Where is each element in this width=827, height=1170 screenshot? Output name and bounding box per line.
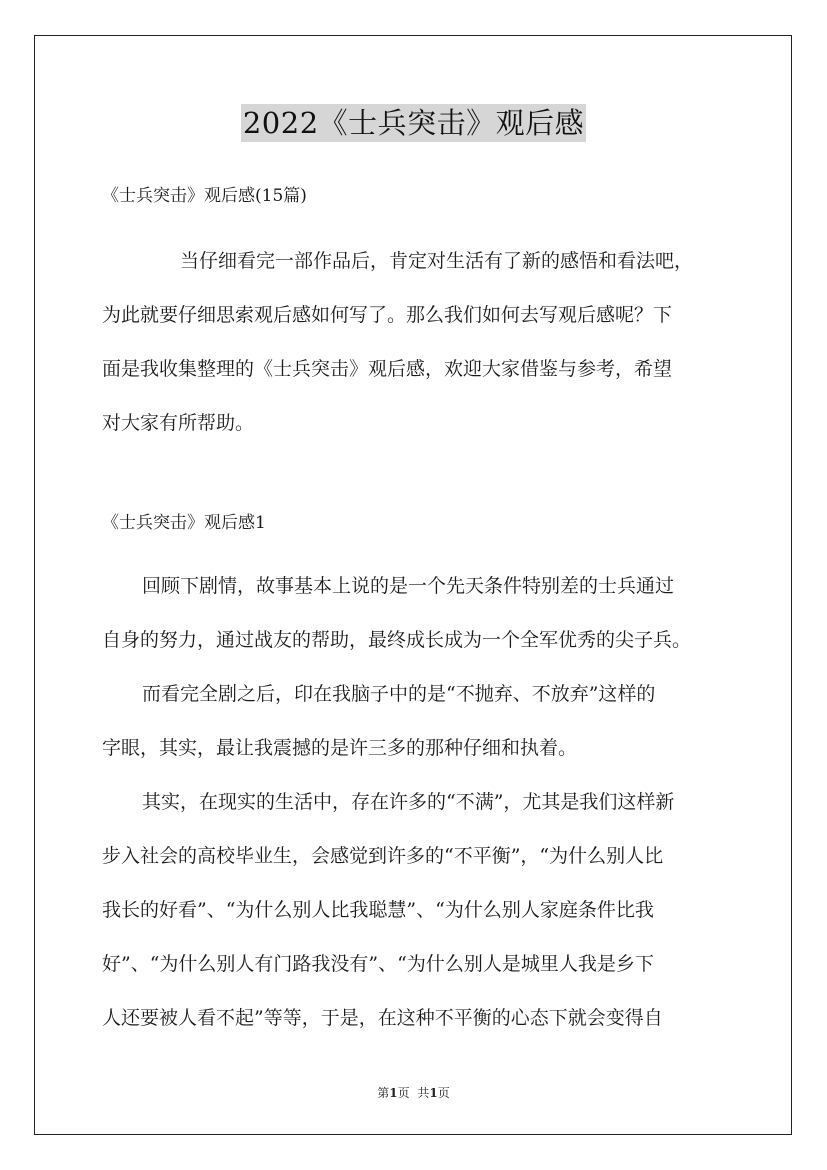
footer-total-pages: 1: [429, 1086, 438, 1100]
body-line: 而看完全剧之后，印在我脑子中的是“不抛弃、不放弃”这样的: [142, 683, 656, 705]
footer-total-prefix: 共: [417, 1086, 430, 1100]
document-title: 2022《士兵突击》观后感: [242, 106, 585, 140]
footer-page-prefix: 第: [377, 1086, 390, 1100]
footer-page-number: 1: [389, 1086, 398, 1100]
title-container: [0, 104, 827, 142]
intro-line: 为此就要仔细思索观后感如何写了。那么我们如何去写观后感呢？下: [102, 304, 673, 326]
body-line: 步入社会的高校毕业生，会感觉到许多的“不平衡”，“为什么别人比: [102, 845, 664, 867]
body-line: 自身的努力，通过战友的帮助，最终成长成为一个全军优秀的尖子兵。: [102, 629, 692, 651]
footer-page-suffix: 页: [397, 1086, 410, 1100]
intro-line: 当仔细看完一部作品后，肯定对生活有了新的感悟和看法吧，: [180, 250, 694, 272]
body-line: 好”、“为什么别人有门路我没有”、“为什么别人是城里人我是乡下: [102, 953, 654, 975]
section-heading: 《士兵突击》观后感1: [102, 513, 266, 533]
intro-paragraph: [102, 234, 742, 450]
page-footer: [0, 1084, 827, 1101]
intro-line: 面是我收集整理的《士兵突击》观后感，欢迎大家借鉴与参考，希望: [102, 358, 673, 380]
body-line: 回顾下剧情，故事基本上说的是一个先天条件特别差的士兵通过: [142, 575, 675, 597]
body-line: 字眼，其实，最让我震撼的是许三多的那种仔细和执着。: [102, 737, 578, 759]
footer-total-suffix: 页: [437, 1086, 450, 1100]
intro-line: 对大家有所帮助。: [102, 412, 255, 434]
body-line: 其实，在现实的生活中，存在许多的“不满”，尤其是我们这样新: [142, 791, 675, 813]
document-subtitle: 《士兵突击》观后感(15篇): [102, 186, 307, 206]
section-body: [102, 559, 742, 1045]
body-line: 人还要被人看不起”等等，于是，在这种不平衡的心态下就会变得自: [102, 1007, 663, 1029]
body-line: 我长的好看”、“为什么别人比我聪慧”、“为什么别人家庭条件比我: [102, 899, 654, 921]
